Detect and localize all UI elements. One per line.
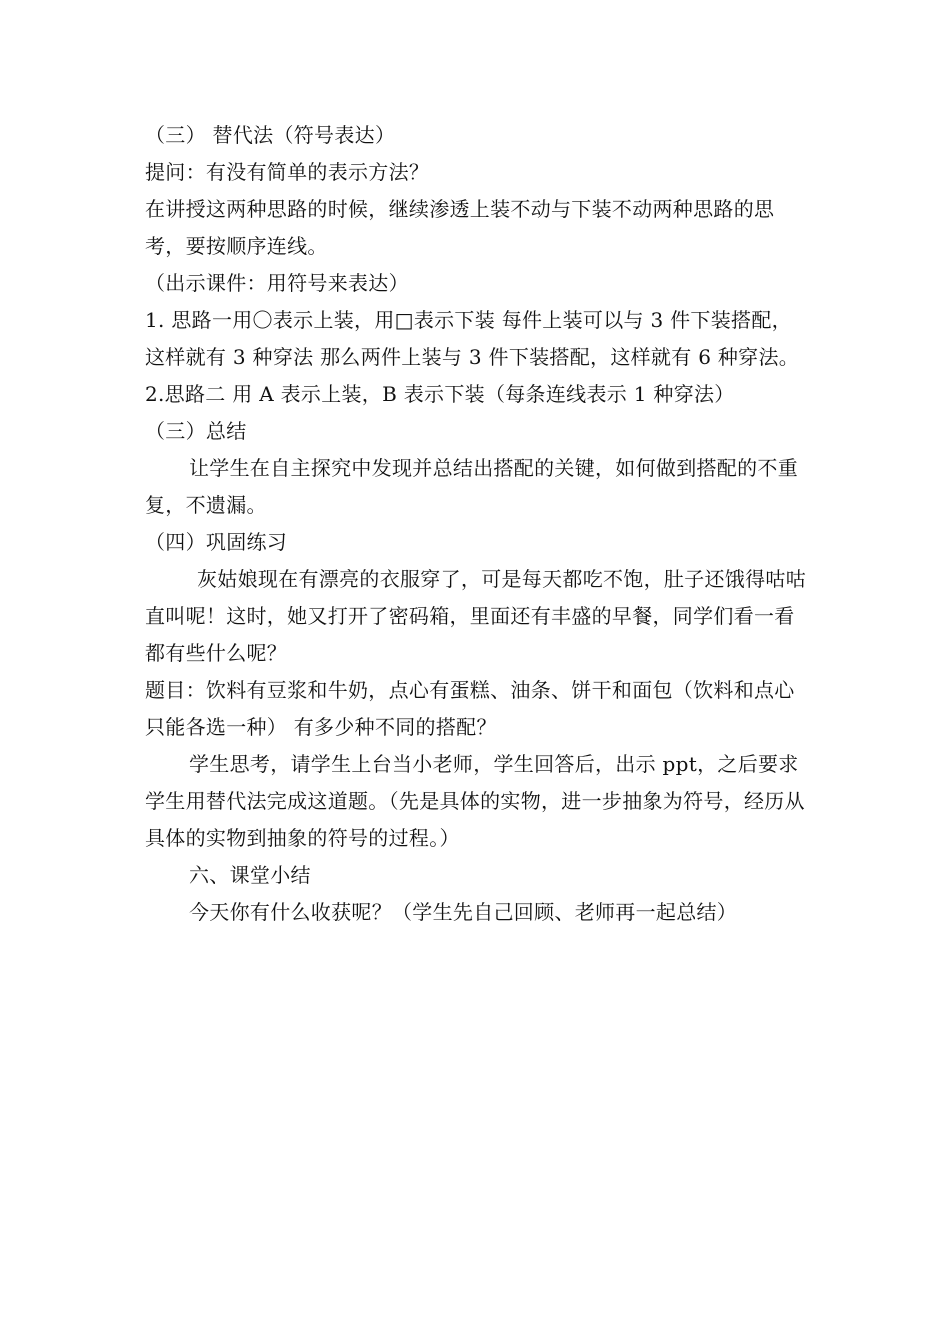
section-heading-class-summary: 六、课堂小结 [189,863,311,887]
paragraph-closing-question: 今天你有什么收获呢？（学生先自己回顾、老师再一起总结） [189,900,738,924]
paragraph-story: 灰姑娘现在有漂亮的衣服穿了，可是每天都吃不饱，肚子还饿得咕咕直叫呢！这时，她又打开了密码箱，里面还有丰盛的早餐，同学们看一看都有些什么呢？ [145,567,806,665]
section-heading-summary: （三）总结 [145,419,247,443]
paragraph-method-two: 2.思路二 用 A 表示上装，B 表示下装（每条连线表示 1 种穿法） [145,382,735,406]
paragraph-student-thinking: 学生思考，请学生上台当小老师，学生回答后，出示 ppt，之后要求学生用替代法完成这道题。（先是具体的实物，进一步抽象为符号，经历从具体的实物到抽象的符号的过程。） [145,752,805,850]
paragraph-exercise: 题目：饮料有豆浆和牛奶，点心有蛋糕、油条、饼干和面包（饮料和点心只能各选一种） 有多少种不同的搭配？ [145,678,795,739]
paragraph-show-slides: （出示课件：用符号来表达） [145,271,409,295]
section-heading-practice: （四）巩固练习 [145,530,288,554]
paragraph-method-one: 1. 思路一用〇表示上装，用□表示下装 每件上装可以与 3 件下装搭配，这样就有 3 种穿法 那么两件上装与 3 件下装搭配，这样就有 6 种穿法。 [145,308,800,369]
paragraph-question: 提问：有没有简单的表示方法？ [145,160,430,184]
document-body [145,117,809,931]
section-heading-substitution: （三） 替代法（符号表达） [145,123,396,147]
paragraph-summary: 让学生在自主探究中发现并总结出搭配的关键，如何做到搭配的不重复，不遗漏。 [145,456,798,517]
paragraph-teaching-approach: 在讲授这两种思路的时候，继续渗透上装不动与下装不动两种思路的思考，要按顺序连线。 [145,197,775,258]
